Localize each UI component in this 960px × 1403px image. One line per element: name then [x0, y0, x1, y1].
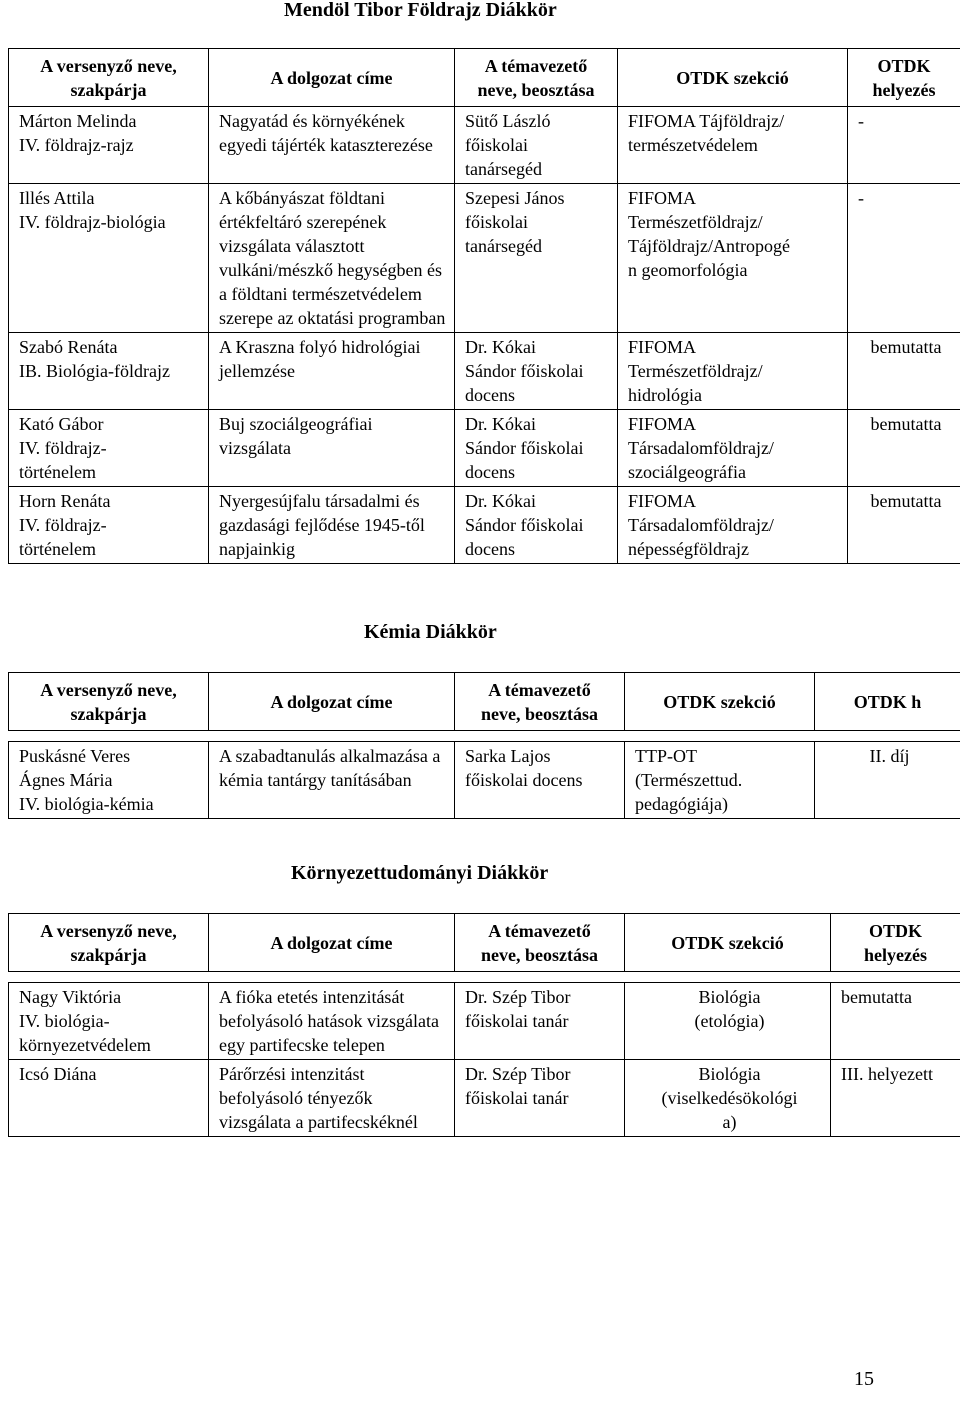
table-row	[9, 410, 960, 487]
title-cell: Nyergesújfalu társadalmi és gazdasági fejlődése 1945-től napjainkig	[209, 487, 455, 564]
placement-cell: bemutatta	[848, 410, 960, 487]
title-cell: A kőbányászat földtani értékfeltáró szerepének vizsgálata választott vulkáni/mészkő hegységben és a földtani természetvédelem szerepe az oktatási programban	[209, 184, 455, 333]
placement-cell: bemutatta	[848, 487, 960, 564]
supervisor-cell: Szepesi János főiskolai tanársegéd	[455, 184, 618, 333]
chemistry-section-title: Kémia Diákkör	[364, 621, 497, 643]
title-cell: Párőrzési intenzitást befolyásoló tényezők vizsgálata a partifecskéknél	[209, 1060, 455, 1137]
supervisor-cell: Sütő László főiskolai tanársegéd	[455, 107, 618, 184]
placement-cell: bemutatta	[848, 333, 960, 410]
header-competitor: A versenyző neve, szakpárja	[9, 49, 209, 107]
supervisor-cell: Sarka Lajos főiskolai docens	[455, 742, 625, 819]
table-row	[9, 184, 960, 333]
header-section: OTDK szekció	[625, 673, 815, 731]
geography-table	[8, 48, 960, 564]
section-cell: Biológia (viselkedésökológi a)	[625, 1060, 831, 1137]
title-cell: Buj szociálgeográfiai vizsgálata	[209, 410, 455, 487]
header-title: A dolgozat címe	[209, 914, 455, 972]
competitor-cell: Nagy Viktória IV. biológia- környezetvédelem	[9, 983, 209, 1060]
competitor-cell: Icsó Diána	[9, 1060, 209, 1137]
title-cell: A szabadtanulás alkalmazása a kémia tantárgy tanításában	[209, 742, 455, 819]
table-header-row	[9, 914, 960, 972]
table-row	[9, 487, 960, 564]
competitor-cell: Márton Melinda IV. földrajz-rajz	[9, 107, 209, 184]
placement-cell: III. helyezett	[831, 1060, 960, 1137]
table-row	[9, 983, 960, 1060]
supervisor-cell: Dr. Szép Tibor főiskolai tanár	[455, 1060, 625, 1137]
table-spacer	[9, 972, 960, 983]
placement-cell: bemutatta	[831, 983, 960, 1060]
page-number: 15	[854, 1368, 874, 1390]
table-header-row	[9, 673, 960, 731]
competitor-cell: Szabó Renáta IB. Biológia-földrajz	[9, 333, 209, 410]
placement-cell: -	[848, 107, 960, 184]
header-section: OTDK szekció	[625, 914, 831, 972]
header-placement: OTDK helyezés	[848, 49, 960, 107]
competitor-cell: Illés Attila IV. földrajz-biológia	[9, 184, 209, 333]
table-row	[9, 333, 960, 410]
title-cell: A Kraszna folyó hidrológiai jellemzése	[209, 333, 455, 410]
page-title: Mendöl Tibor Földrajz Diákkör	[284, 0, 557, 21]
section-cell: FIFOMA Társadalomföldrajz/ népességföldrajz	[618, 487, 848, 564]
table-row	[9, 107, 960, 184]
section-cell: FIFOMA Természetföldrajz/ Tájföldrajz/Antropogé n geomorfológia	[618, 184, 848, 333]
supervisor-cell: Dr. Kókai Sándor főiskolai docens	[455, 410, 618, 487]
section-cell: FIFOMA Természetföldrajz/ hidrológia	[618, 333, 848, 410]
supervisor-cell: Dr. Szép Tibor főiskolai tanár	[455, 983, 625, 1060]
table-row	[9, 1060, 960, 1137]
header-competitor: A versenyző neve, szakpárja	[9, 914, 209, 972]
competitor-cell: Horn Renáta IV. földrajz- történelem	[9, 487, 209, 564]
supervisor-cell: Dr. Kókai Sándor főiskolai docens	[455, 487, 618, 564]
header-placement: OTDK helyezés	[831, 914, 960, 972]
competitor-cell: Kató Gábor IV. földrajz- történelem	[9, 410, 209, 487]
section-cell: Biológia (etológia)	[625, 983, 831, 1060]
placement-cell: II. díj	[815, 742, 960, 819]
competitor-cell: Puskásné Veres Ágnes Mária IV. biológia-kémia	[9, 742, 209, 819]
header-section: OTDK szekció	[618, 49, 848, 107]
table-row	[9, 742, 960, 819]
table-spacer	[9, 731, 960, 742]
environment-table	[8, 913, 960, 1137]
environment-section-title: Környezettudományi Diákkör	[291, 862, 549, 884]
section-cell: FIFOMA Társadalomföldrajz/ szociálgeográfia	[618, 410, 848, 487]
header-title: A dolgozat címe	[209, 673, 455, 731]
table-header-row	[9, 49, 960, 107]
header-title: A dolgozat címe	[209, 49, 455, 107]
chemistry-table	[8, 672, 960, 819]
section-cell: FIFOMA Tájföldrajz/ természetvédelem	[618, 107, 848, 184]
title-cell: A fióka etetés intenzitását befolyásoló hatások vizsgálata egy partifecske telepen	[209, 983, 455, 1060]
header-competitor: A versenyző neve, szakpárja	[9, 673, 209, 731]
header-supervisor: A témavezető neve, beosztása	[455, 49, 618, 107]
title-cell: Nagyatád és környékének egyedi tájérték kataszterezése	[209, 107, 455, 184]
header-supervisor: A témavezető neve, beosztása	[455, 914, 625, 972]
supervisor-cell: Dr. Kókai Sándor főiskolai docens	[455, 333, 618, 410]
placement-cell: -	[848, 184, 960, 333]
section-cell: TTP-OT (Természettud. pedagógiája)	[625, 742, 815, 819]
header-placement: OTDK h	[815, 673, 960, 731]
header-supervisor: A témavezető neve, beosztása	[455, 673, 625, 731]
